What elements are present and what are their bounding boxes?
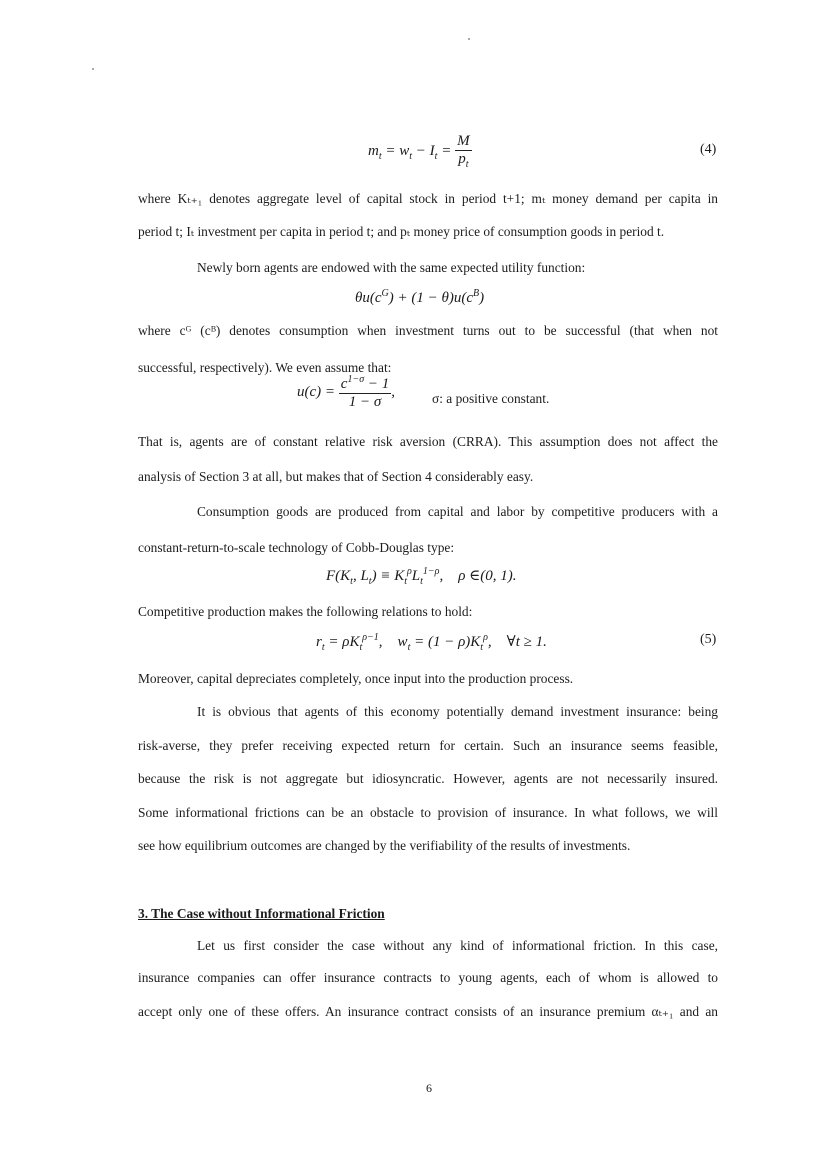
production-function-equation: $F(K_t$, $L_t) \equiv K_t^\rho L_t^{1-\rho}$, ρ ∈(0, 1).: [326, 566, 517, 587]
paragraph-line: successful, respectively). We even assume that:: [138, 360, 392, 375]
paragraph-line: Let us first consider the case without any kind of informational friction. In this case,: [197, 938, 718, 953]
paragraph-line: insurance companies can offer insurance contracts to young agents, each of whom is allowed to: [138, 970, 718, 985]
paragraph-line: where Kₜ₊₁ denotes aggregate level of capital stock in period t+1; mₜ money demand per capita in: [138, 191, 718, 206]
equation-4: $m_t = w_t - I_t$ = $\frac{M}{p_t}$: [368, 133, 470, 170]
paragraph-line: Some informational frictions can be an obstacle to provision of insurance. In what follows, we will: [138, 805, 718, 820]
scan-speck: [92, 68, 94, 70]
paragraph-line: where cᴳ (cᴮ) denotes consumption when investment turns out to be successful (that when not: [138, 323, 718, 338]
paragraph-line: Newly born agents are endowed with the same expected utility function:: [197, 260, 586, 275]
equation-5: $r_t = \rho K_t^{\rho-1}$, $w_t = (1 - \rho)K_t^\rho$, ∀t ≥ 1.: [316, 632, 547, 653]
equation-4-number: (4): [700, 142, 717, 157]
paragraph-line: Moreover, capital depreciates completely, once input into the production process.: [138, 671, 574, 686]
paragraph-line: It is obvious that agents of this economy potentially demand investment insurance: being: [197, 704, 718, 719]
paragraph-line: period t; Iₜ investment per capita in period t; and pₜ money price of consumption goods in period t.: [138, 224, 665, 239]
paragraph-line: Consumption goods are produced from capital and labor by competitive producers with a: [197, 504, 718, 519]
equation-5-number: (5): [700, 632, 717, 647]
paragraph-line: Competitive production makes the following relations to hold:: [138, 604, 473, 619]
scan-speck: [468, 38, 470, 40]
paragraph-line: because the risk is not aggregate but idiosyncratic. However, agents are not necessarily insured.: [138, 771, 718, 786]
sigma-note: σ: a positive constant.: [432, 391, 550, 406]
page-number: 6: [426, 1081, 432, 1095]
paragraph-line: see how equilibrium outcomes are changed by the verifiability of the results of investments.: [138, 838, 631, 853]
paragraph-line: accept only one of these offers. An insurance contract consists of an insurance premium αₜ₊₁ and an: [138, 1004, 718, 1019]
utility-equation: $\theta u(c^G) + (1 - \theta)u(c^B)$: [355, 288, 485, 306]
paragraph-line: That is, agents are of constant relative risk aversion (CRRA). This assumption does not affect the: [138, 434, 718, 449]
paragraph-line: risk-averse, they prefer receiving expected return for certain. Such an insurance seems feasible,: [138, 738, 718, 753]
crra-equation: u(c) = $\frac{c^{1-\sigma} - 1}{1 - \sigma}$ ,: [297, 374, 396, 410]
paragraph-line: analysis of Section 3 at all, but makes that of Section 4 considerably easy.: [138, 469, 534, 484]
section-heading: 3. The Case without Informational Friction: [138, 906, 385, 921]
paragraph-line: constant-return-to-scale technology of Cobb-Douglas type:: [138, 540, 455, 555]
